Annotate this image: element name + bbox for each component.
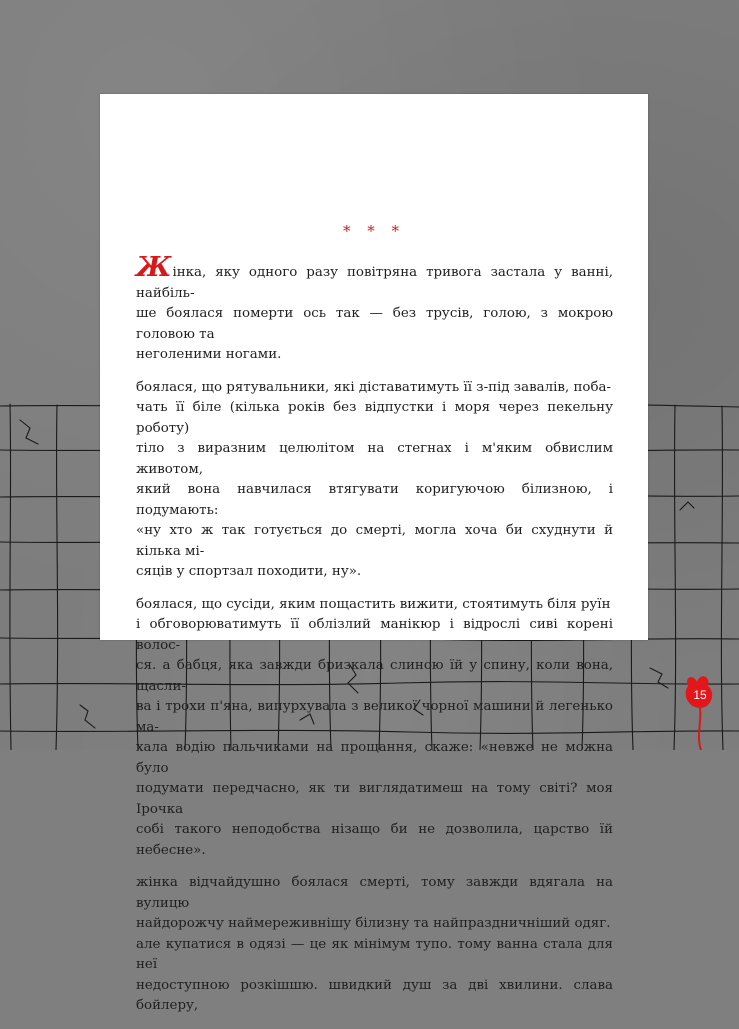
book-page <box>100 94 648 1013</box>
text-line: ся. а бабця, яка завжди бризкала слиною їй у спину, коли вона, щасли- <box>136 658 613 694</box>
text-body <box>136 252 613 1029</box>
text-line: недоступною розкішшю. швидкий душ за дві хвилини. слава бойлеру, <box>136 977 613 1013</box>
text-line: чать її біле (кілька років без відпустки і моря через пекельну роботу) <box>136 400 613 436</box>
text-line: найдорожчу наймереживнішу білизну та найпраздничніший одяг. <box>136 916 611 931</box>
text-line: ва і трохи п'яна, випурхувала з великої чорної машини й легенько ма- <box>136 699 613 735</box>
text-line: і обговорюватимуть її облізлий манікюр і відрослі сиві корені волос- <box>136 617 613 653</box>
paragraph <box>136 378 613 583</box>
text-line: боялася, що рятувальники, які діставатимуть її з-під завалів, поба- <box>136 379 612 395</box>
text-line: але купатися в одязі — це як мінімум тупо. тому ванна стала для неї <box>136 936 613 972</box>
text-line: подумати передчасно, як ти виглядатимеш на тому світі? моя Ірочка <box>136 781 613 817</box>
text-line: жінка відчайдушно боялася смерті, тому завжди вдягала на вулицю <box>136 875 613 911</box>
drop-cap: Ж <box>136 252 172 283</box>
text-line: хала водію пальчиками на прощання, скаже: «невже не можна було <box>136 740 613 776</box>
paragraph <box>136 873 613 1017</box>
text-line: боялася, що сусіди, яким пощастить вижити, стоятимуть біля руїн <box>136 596 611 612</box>
section-ornament: * * * <box>342 222 406 240</box>
text-line: тіло з виразним целюлітом на стегнах і м'яким обвислим животом, <box>136 441 613 477</box>
text-line: неголеними ногами. <box>136 347 282 362</box>
text-line: сяців у спортзал походити, ну». <box>136 564 362 579</box>
paragraph <box>136 252 613 366</box>
text-line: собі такого неподобства нізащо би не дозволила, царство їй небесне». <box>136 822 613 858</box>
text-line: ше боялася померти ось так — без трусів, голою, з мокрою головою та <box>136 306 613 342</box>
page-number: 15 <box>693 688 707 702</box>
text-line: інка, яку одного разу повітряна тривога застала у ванні, найбіль- <box>136 265 613 301</box>
text-line: «ну хто ж так готується до смерті, могла хоча би схуднути й кілька мі- <box>136 523 613 559</box>
text-line: який вона навчилася втягувати коригуючою білизною, і подумають: <box>136 482 613 518</box>
paragraph <box>136 595 613 862</box>
